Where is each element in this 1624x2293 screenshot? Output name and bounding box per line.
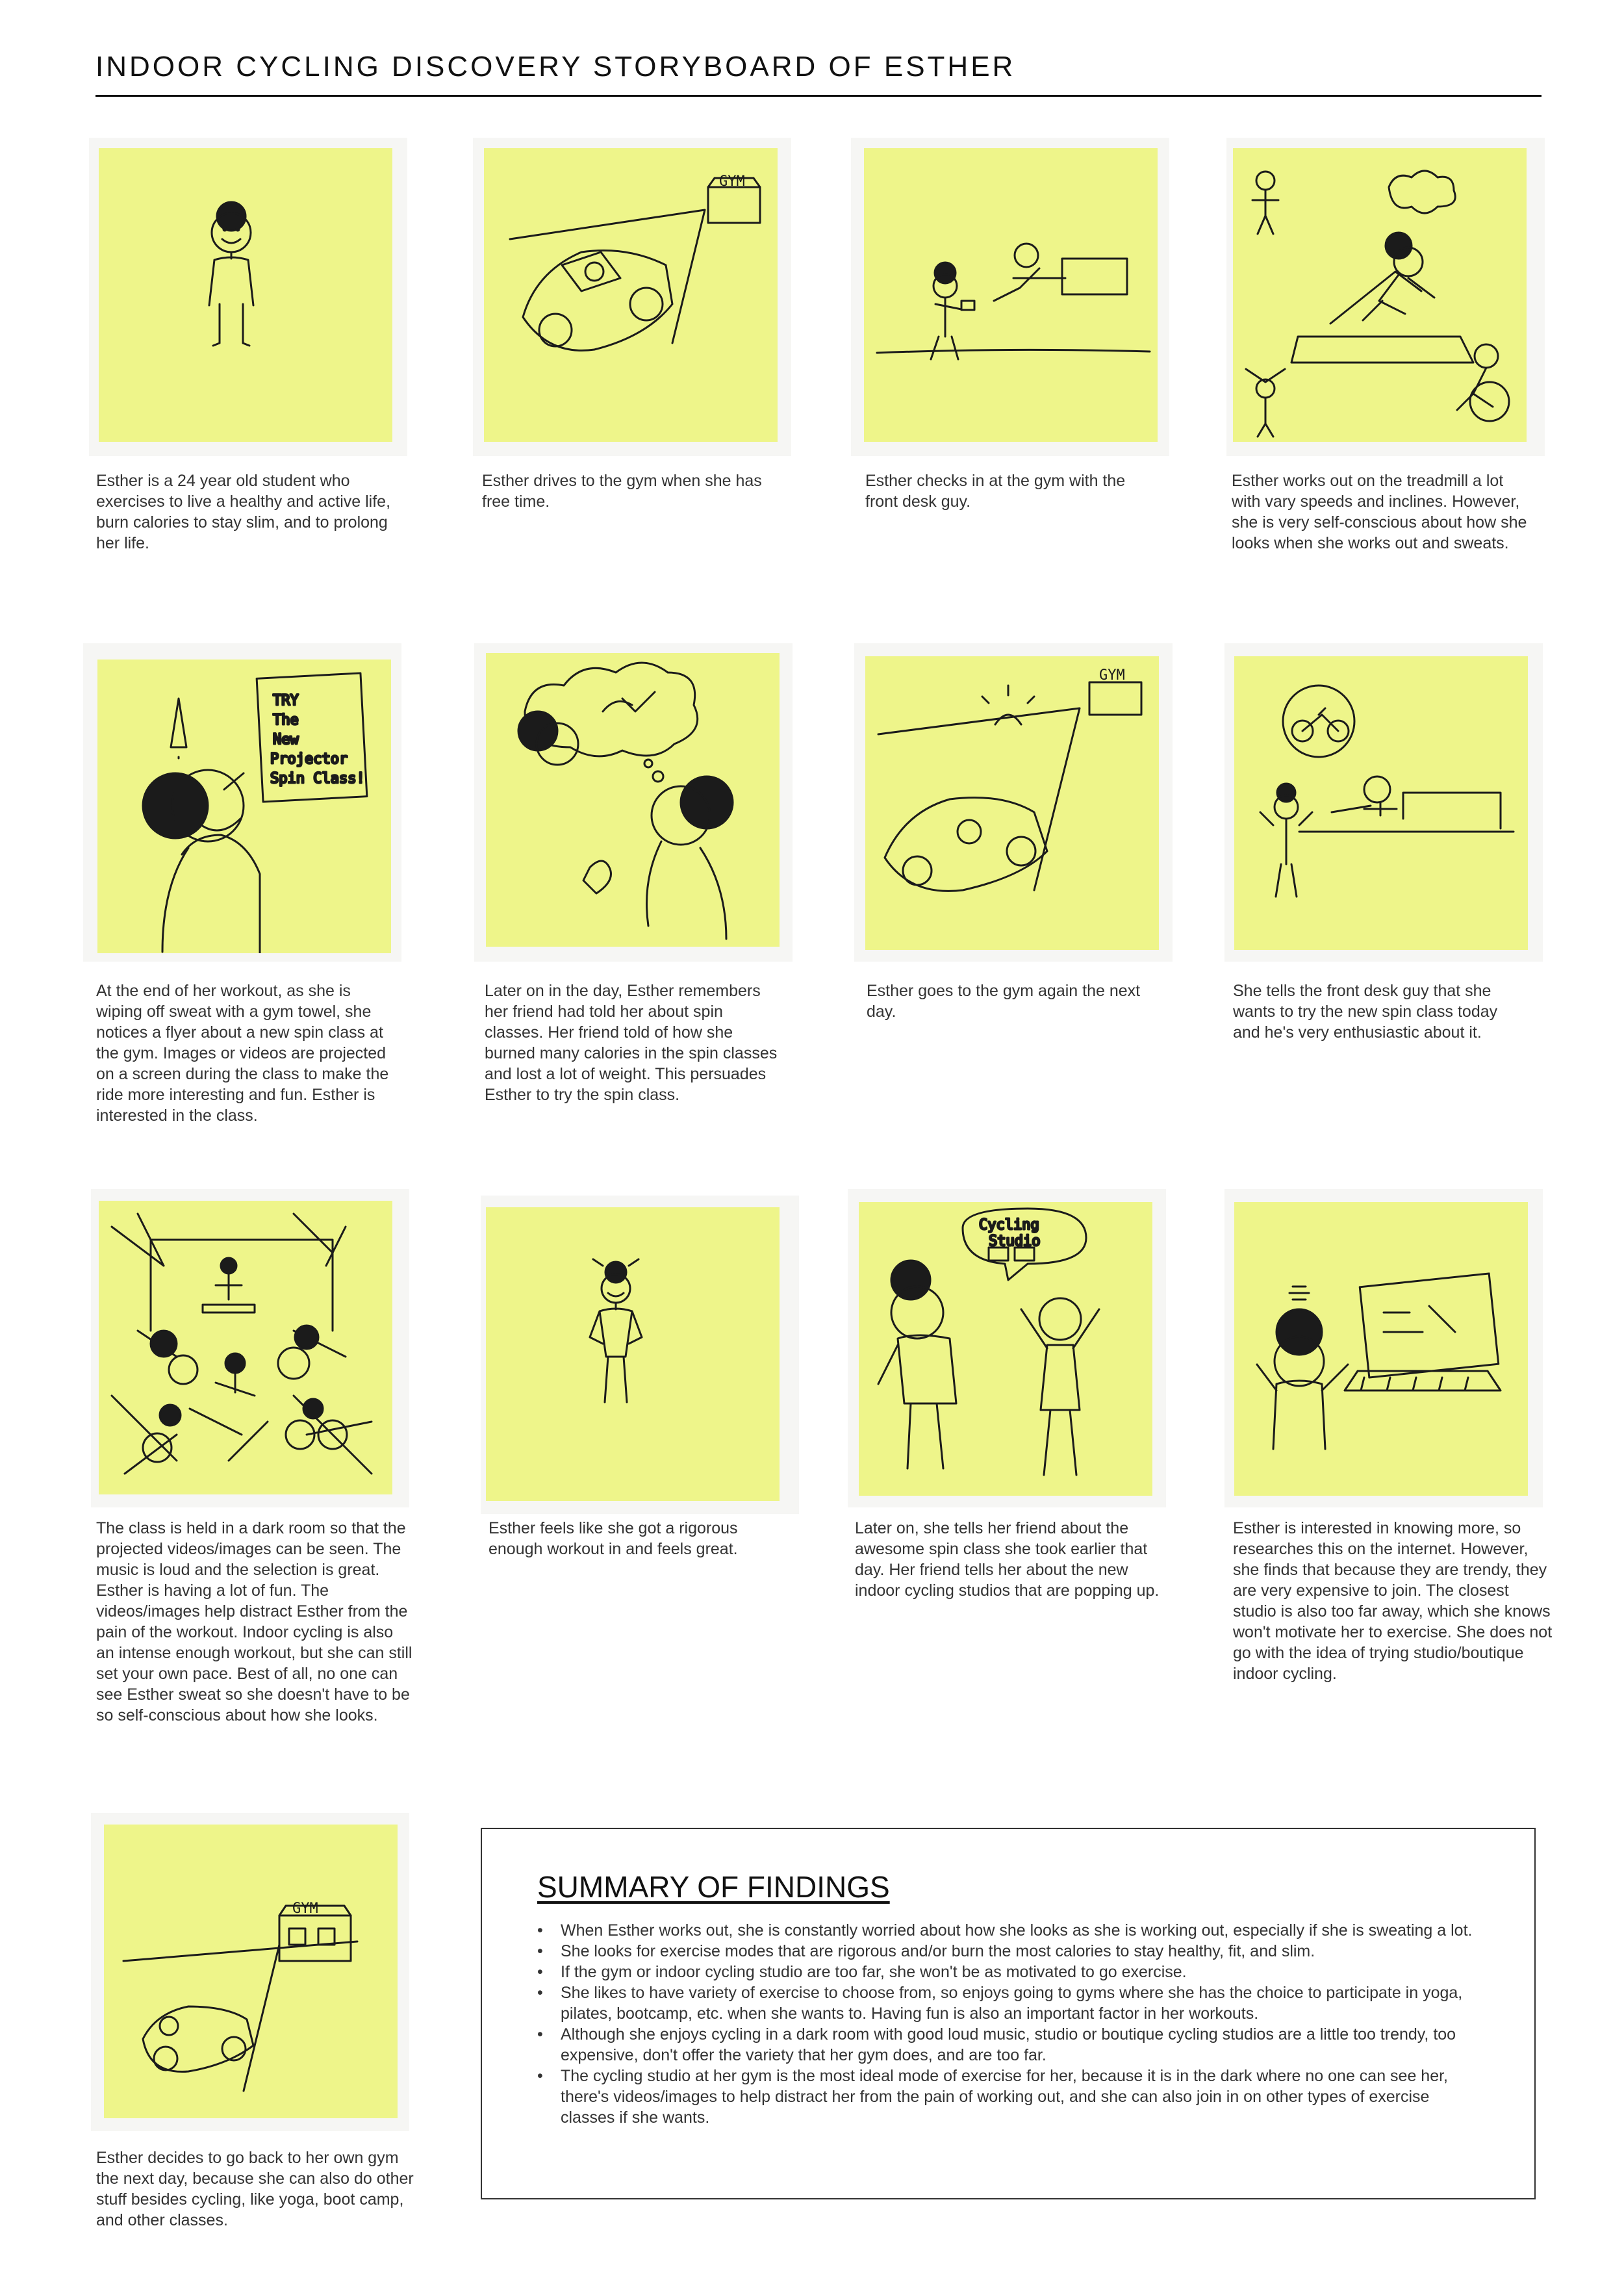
sketch-feels-great (486, 1207, 780, 1501)
sketch-dark-spin-class (99, 1201, 392, 1494)
finding-item: • If the gym or indoor cycling studio are too far, she won't be as motivated to go exercise. (537, 1962, 1479, 1982)
title-divider (95, 95, 1542, 97)
panel-caption: Esther decides to go back to her own gym the next day, because she can also do other stuff besides cycling, like yoga, boot camp, and other classes. (96, 2149, 414, 2229)
sticky-note-3 (864, 148, 1158, 442)
sketch-gym-checkin (864, 148, 1158, 442)
finding-item: • She likes to have variety of exercise to choose from, so enjoys going to gyms where she has the choice to participate in yoga, pilates, bootcamp, etc. when she wants to. Having fun is also an important factor in her workouts. (537, 1982, 1479, 2024)
sketch-internet-research (1234, 1202, 1528, 1496)
sketch-friend-studios (859, 1202, 1152, 1496)
panel-caption: Esther is interested in knowing more, so researches this on the internet. However, she finds that because they are trendy, they are very expensive to join. The closest studio is also too far away, which she knows won't motivate her to exercise. She does not go with the idea of trying studio/boutique indoor cycling. (1233, 1519, 1553, 1683)
gym-sign: GYM (292, 1901, 318, 1917)
sticky-note-1 (99, 148, 392, 442)
sticky-note-6 (486, 653, 780, 947)
sticky-note-11 (859, 1202, 1152, 1496)
flyer-text: TRY The New Projector Spin Class! (270, 693, 365, 787)
sketch-esther-standing (99, 148, 392, 442)
gym-sign: GYM (719, 173, 745, 190)
sticky-note-4 (1233, 148, 1527, 442)
summary-of-findings-box (481, 1828, 1536, 2199)
sketch-treadmill-workout (1233, 148, 1527, 442)
sketch-drive-next-day (865, 656, 1159, 950)
finding-item: • She looks for exercise modes that are rigorous and/or burn the most calories to stay healthy, fit, and slim. (537, 1941, 1479, 1962)
panel-caption: Esther works out on the treadmill a lot with vary speeds and inclines. However, she is very self-conscious about how she looks when she works out and sweats. (1232, 472, 1527, 552)
page-title: INDOOR CYCLING DISCOVERY STORYBOARD OF ESTHER (95, 51, 1016, 83)
sticky-note-13 (104, 1825, 398, 2118)
sticky-note-10 (486, 1207, 780, 1501)
summary-heading: SUMMARY OF FINDINGS (537, 1870, 890, 1904)
sticky-note-9 (99, 1201, 392, 1494)
sketch-back-to-gym (104, 1825, 398, 2118)
sticky-note-5 (97, 660, 391, 953)
gym-sign: GYM (1099, 667, 1125, 684)
finding-item: • The cycling studio at her gym is the most ideal mode of exercise for her, because it is in the dark where no one can see her, there's videos/images to help distract her from the pain of working out, and she can also join in on other types of exercise classes if she wants. (537, 2066, 1479, 2128)
sticky-note-12 (1234, 1202, 1528, 1496)
panel-caption: The class is held in a dark room so that the projected videos/images can be seen. The music is loud and the selection is great. Esther is having a lot of fun. The videos/images help distract Esther from the pain of the workout. Indoor cycling is also an intense enough workout, but she can still set your own pace. Best of all, no one can see Esther sweat so she doesn't have to be so self-conscious about how she looks. (96, 1519, 412, 1724)
panel-caption: Esther drives to the gym when she has free time. (482, 472, 762, 511)
panel-caption: Esther checks in at the gym with the front desk guy. (865, 472, 1126, 511)
finding-item: • When Esther works out, she is constantly worried about how she looks as she is working out, especially if she is sweating a lot. (537, 1920, 1479, 1941)
panel-caption: Esther goes to the gym again the next day. (867, 982, 1141, 1021)
sticky-note-2 (484, 148, 778, 442)
panel-caption: Esther is a 24 year old student who exercises to live a healthy and active life, burn calories to stay slim, and to prolong her life. (96, 472, 391, 552)
sketch-front-desk-spin (1234, 656, 1528, 950)
studio-sign: Cycling Studio (979, 1217, 1041, 1249)
panel-caption: Later on, she tells her friend about the awesome spin class she took earlier that day. Her friend tells her about the new indoor cycling studios that are popping up. (855, 1519, 1160, 1600)
panel-caption: Later on in the day, Esther remembers her friend had told her about spin classes. Her friend told of how she burned many calories in the spin classes and lost a lot of weight. This persuades Esther to try the spin class. (485, 982, 778, 1104)
sticky-note-8 (1234, 656, 1528, 950)
sketch-driving-to-gym (484, 148, 778, 442)
panel-caption: Esther feels like she got a rigorous enough workout in and feels great. (488, 1519, 738, 1558)
sketch-spin-flyer (97, 660, 391, 953)
findings-list (537, 1920, 1479, 2128)
sketch-friend-memory (486, 653, 780, 947)
panel-caption: At the end of her workout, as she is wiping off sweat with a gym towel, she notices a flyer about a new spin class at the gym. Images or videos are projected on a screen during the class to make the ride more interesting and fun. Esther is interested in the class. (96, 982, 389, 1125)
finding-item: • Although she enjoys cycling in a dark room with good loud music, studio or boutique cycling studios are a little too trendy, too expensive, don't offer the variety that her gym does, and are too far. (537, 2024, 1479, 2066)
panel-caption: She tells the front desk guy that she wants to try the new spin class today and he's very enthusiastic about it. (1233, 982, 1498, 1042)
sticky-note-7 (865, 656, 1159, 950)
